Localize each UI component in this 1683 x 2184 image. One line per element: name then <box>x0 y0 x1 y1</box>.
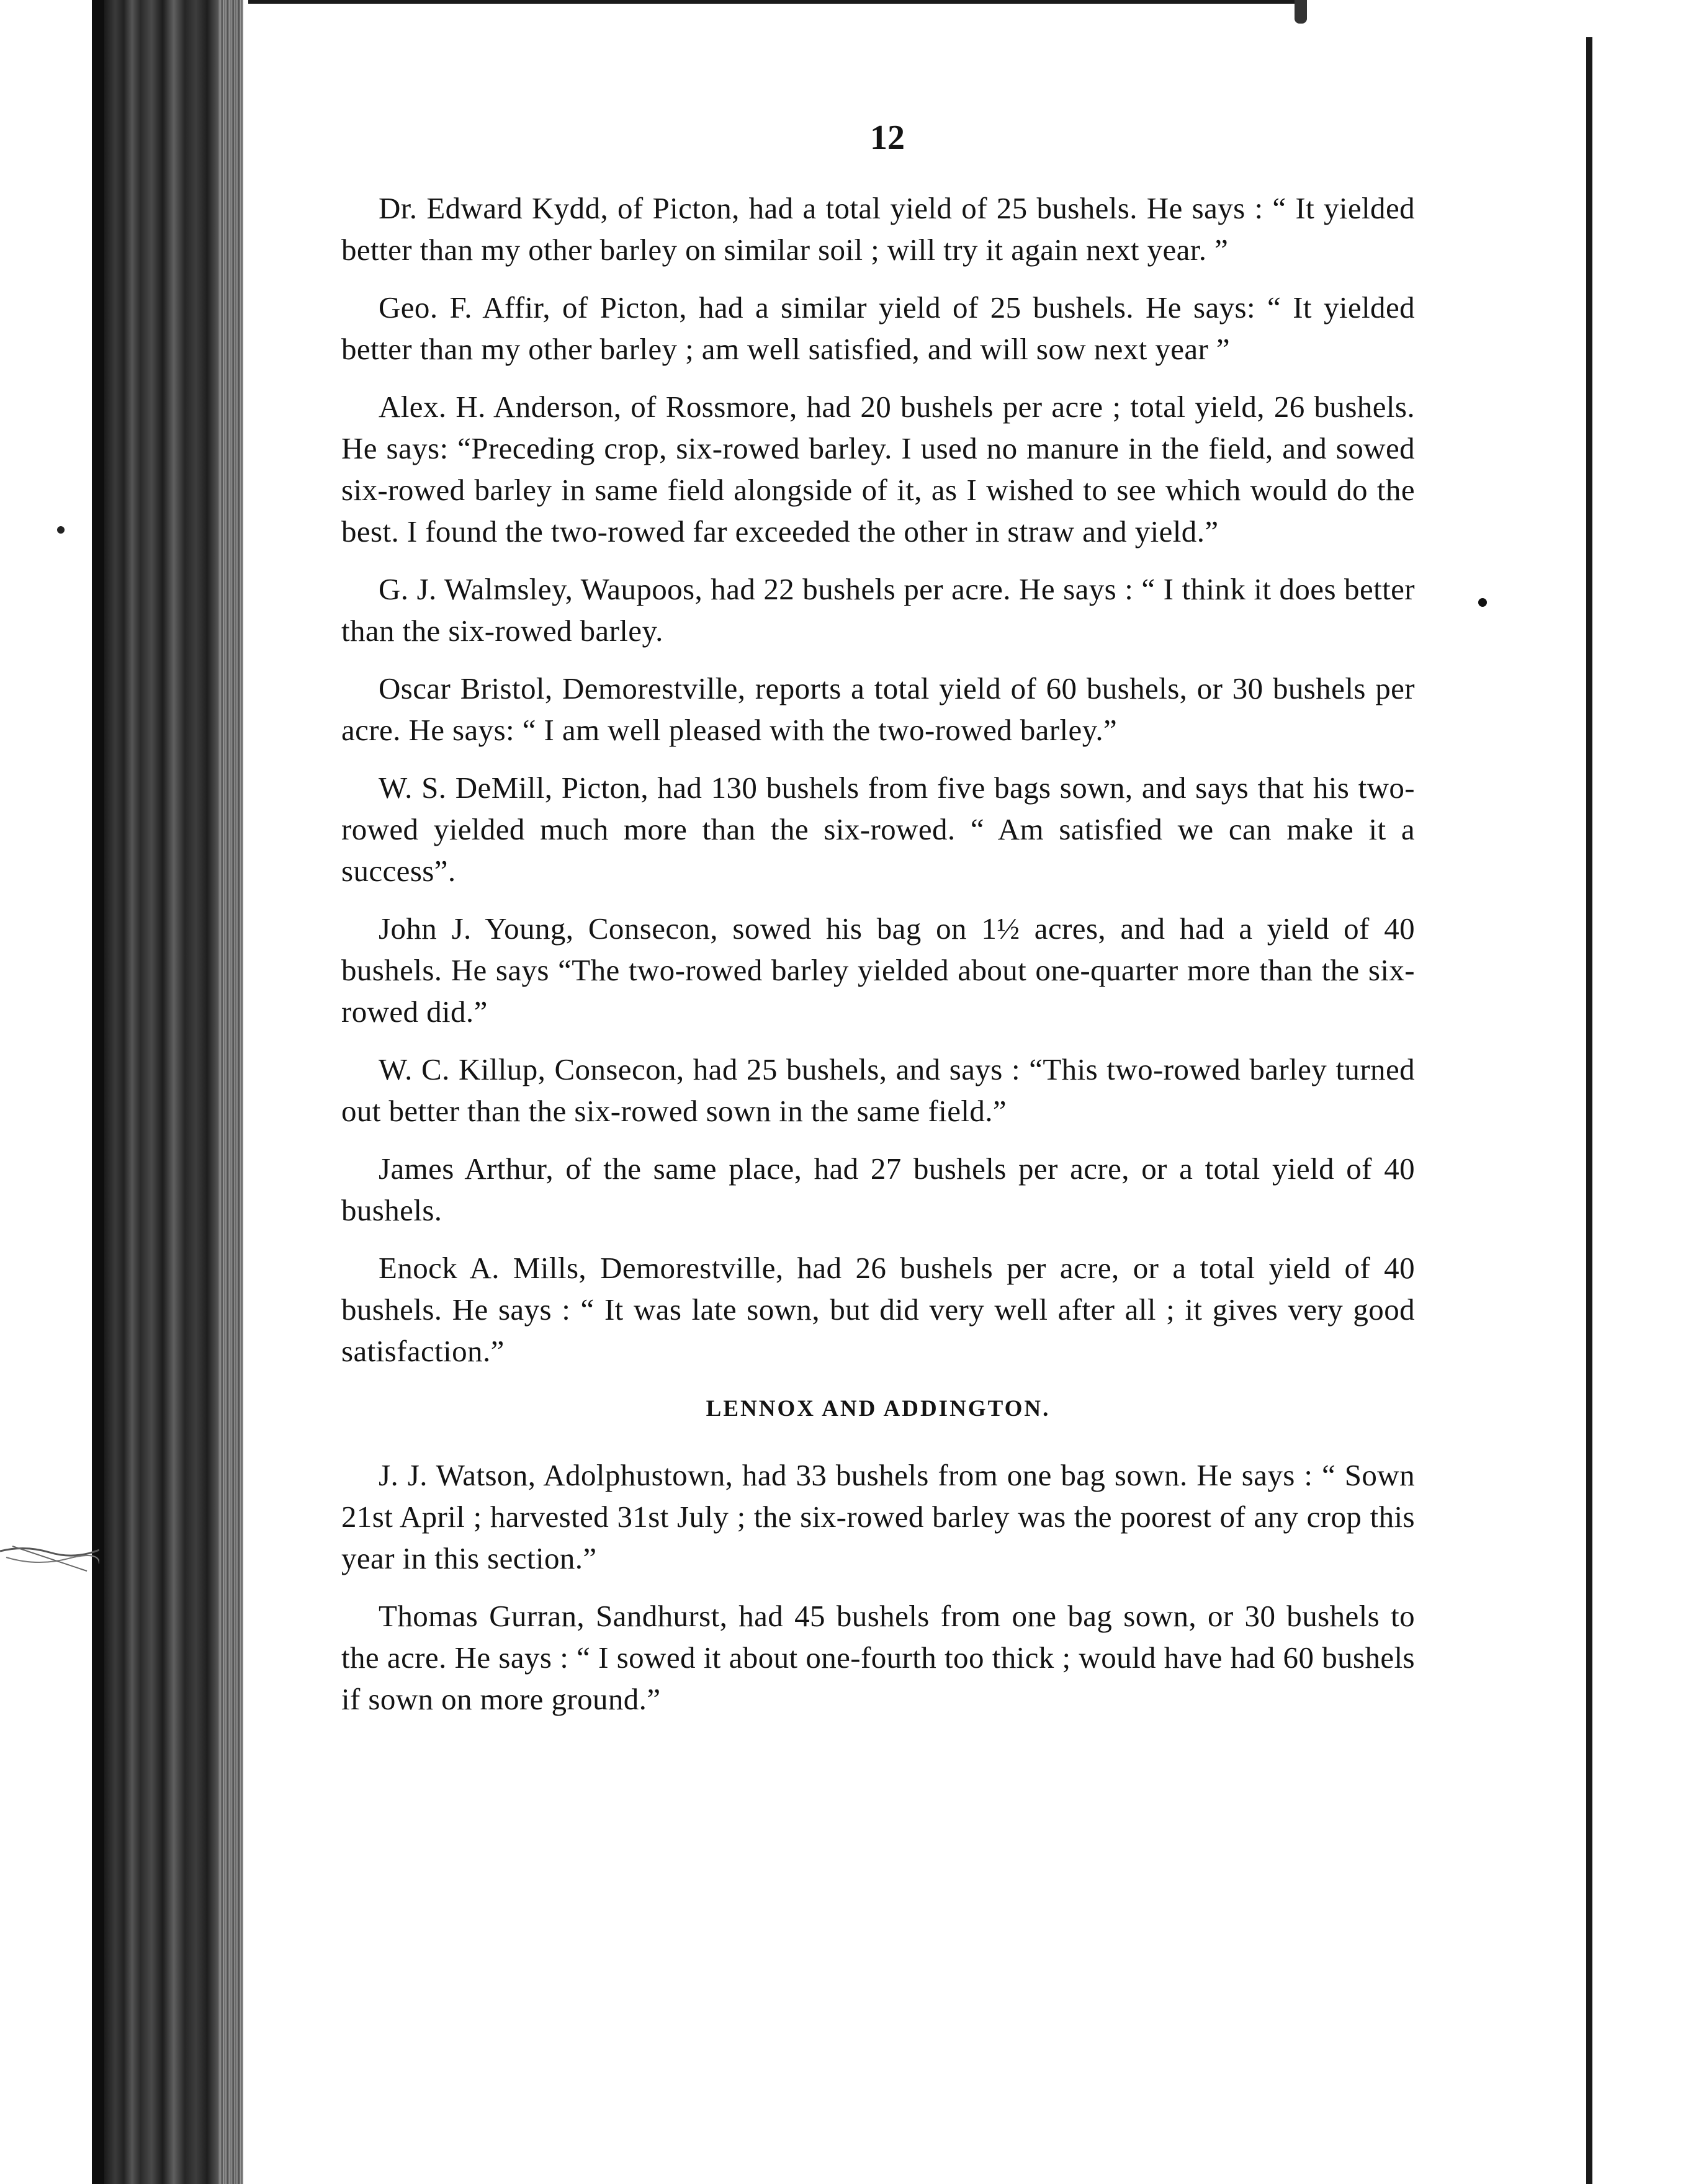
book-spine-shadow <box>92 0 104 2184</box>
page-number: 12 <box>870 119 905 157</box>
entry-gurran: Thomas Gurran, Sandhurst, had 45 bushels from one bag sown, or 30 bushels to the acre. He says : “ I sowed it about one-fourth too thick ; would have had 60 bushels if sown on more ground.” <box>341 1599 1415 1716</box>
entry-kydd: Dr. Edward Kydd, of Picton, had a total yield of 25 bushels. He says : “ It yielded better than my other barley on similar soil ; will try it again next year. ” <box>341 191 1415 267</box>
entry-mills: Enock A. Mills, Demorestville, had 26 bushels per acre, or a total yield of 40 bushels. He says : “ It was late sown, but did very well after all ; it gives very good satisfaction.” <box>341 1251 1415 1368</box>
entry-anderson: Alex. H. Anderson, of Rossmore, had 20 bushels per acre ; total yield, 26 bushels. He says: “Preceding crop, six-rowed barley. I used no manure in the field, and sowed six-rowed barley in same field alongside of it, as I wished to see which would do the best. I found the two-rowed far exceeded the other in straw and yield.” <box>341 390 1415 548</box>
book-edge <box>0 0 248 2184</box>
ink-dot-right <box>1478 598 1487 607</box>
entry-arthur: James Arthur, of the same place, had 27 bushels per acre, or a total yield of 40 bushels. <box>341 1152 1415 1227</box>
page-edge-fringe <box>218 0 243 2184</box>
entry-young: John J. Young, Consecon, sowed his bag on 1½ acres, and had a yield of 40 bushels. He says “The two-rowed barley yielded about one-quarter more than the six-rowed did.” <box>341 911 1415 1029</box>
ink-dot <box>57 526 65 534</box>
entry-walmsley: G. J. Walmsley, Waupoos, had 22 bushels per acre. He says : “ I think it does better than the six-rowed barley. <box>341 572 1415 648</box>
entry-bristol: Oscar Bristol, Demorestville, reports a total yield of 60 bushels, or 30 bushels per acre. He says: “ I am well pleased with the two-rowed barley.” <box>341 671 1415 747</box>
top-mark <box>1295 0 1307 24</box>
right-gutter <box>1586 37 1592 2184</box>
section-heading: LENNOX AND ADDINGTON. <box>706 1396 1051 1421</box>
binding-thread <box>0 1533 99 1588</box>
entry-watson: J. J. Watson, Adolphustown, had 33 bushels from one bag sown. He says : “ Sown 21st April ; harvested 31st July ; the six-rowed barley was the poorest of any crop this year in this section.” <box>341 1458 1415 1575</box>
body-text <box>341 187 1415 1736</box>
top-border <box>248 0 1303 12</box>
entry-demill: W. S. DeMill, Picton, had 130 bushels from five bags sown, and says that his two-rowed yielded much more than the six-rowed. “ Am satisfied we can make it a success”. <box>341 771 1415 888</box>
entry-killup: W. C. Killup, Consecon, had 25 bushels, and says : “This two-rowed barley turned out better than the six-rowed sown in the same field.” <box>341 1052 1415 1128</box>
entry-affir: Geo. F. Affir, of Picton, had a similar yield of 25 bushels. He says: “ It yielded better than my other barley ; am well satisfied, and will sow next year ” <box>341 290 1415 366</box>
